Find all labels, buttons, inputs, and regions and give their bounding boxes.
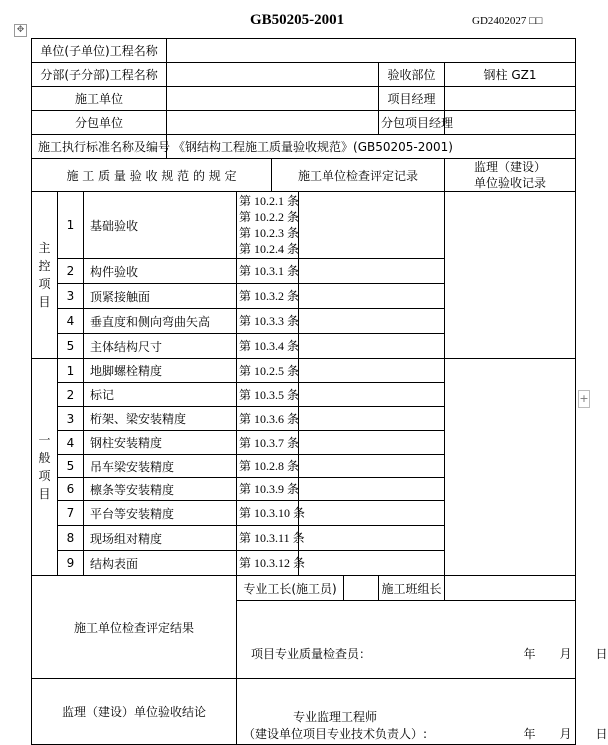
- form-code-number: GD2402027: [472, 15, 527, 27]
- inspection-form-table: [31, 38, 608, 745]
- item-no: 2: [58, 259, 84, 284]
- general-items-group-label: 一 般 项 目: [32, 359, 58, 576]
- item-no: 2: [58, 383, 84, 407]
- construction-check-cell[interactable]: [299, 551, 445, 576]
- supervision-header: [445, 159, 576, 192]
- move-handle-icon[interactable]: ✥: [14, 24, 27, 37]
- standard-value: 《钢结构工程施工质量验收规范》(GB50205-2001): [167, 135, 576, 159]
- item-name: 钢柱安装精度: [84, 431, 237, 455]
- foreman-label: 专业工长(施工员): [237, 576, 344, 601]
- construction-check-cell[interactable]: [299, 501, 445, 526]
- item-no: 4: [58, 431, 84, 455]
- item-clause: 第 10.3.11 条: [237, 526, 299, 551]
- item-clause: 第 10.3.6 条: [237, 407, 299, 431]
- construction-check-cell[interactable]: [299, 259, 445, 284]
- acceptance-part-label: 验收部位: [379, 63, 445, 87]
- team-leader-value[interactable]: [445, 576, 576, 601]
- construction-result-label: 施工单位检查评定结果: [32, 576, 237, 679]
- item-name: 檩条等安装精度: [84, 478, 237, 501]
- unit-project-value[interactable]: [167, 39, 576, 63]
- subcontract-manager-label: 分包项目经理: [379, 111, 445, 135]
- inspector-label: 项目专业质量检查员：: [251, 647, 372, 661]
- item-name: 标记: [84, 383, 237, 407]
- construction-unit-value[interactable]: [167, 87, 379, 111]
- item-no: 9: [58, 551, 84, 576]
- item-no: 6: [58, 478, 84, 501]
- item-no: 1: [58, 192, 84, 259]
- engineer-sublabel: （建设单位项目专业技术负责人）: 年 月 日: [243, 727, 608, 741]
- item-name: 结构表面: [84, 551, 237, 576]
- spec-column-header: 施 工 质 量 验 收 规 范 的 规 定: [32, 159, 272, 192]
- item-clause: 第 10.2.5 条: [237, 359, 299, 383]
- project-manager-value[interactable]: [445, 87, 576, 111]
- construction-check-header: 施工单位检查评定记录: [272, 159, 445, 192]
- item-no: 5: [58, 334, 84, 359]
- unit-project-label: 单位(子单位)工程名称: [32, 39, 167, 63]
- form-code: [472, 15, 542, 27]
- item-clause: 第 10.3.4 条: [237, 334, 299, 359]
- construction-date: 年 月 日: [523, 647, 608, 661]
- item-clause: 第 10.2.1 条 第 10.2.2 条 第 10.2.3 条 第 10.2.4 条: [237, 192, 299, 259]
- engineer-label: 专业监理工程师: [293, 710, 378, 724]
- item-name: 基础验收: [84, 192, 237, 259]
- subcontract-unit-value[interactable]: [167, 111, 379, 135]
- sub-project-value[interactable]: [167, 63, 379, 87]
- supervision-header-line2: 单位验收记录: [474, 176, 547, 190]
- construction-check-cell[interactable]: [299, 309, 445, 334]
- item-no: 3: [58, 284, 84, 309]
- add-column-icon[interactable]: +: [578, 390, 590, 408]
- item-name: 桁架、梁安装精度: [84, 407, 237, 431]
- item-name: 现场组对精度: [84, 526, 237, 551]
- item-name: 地脚螺栓精度: [84, 359, 237, 383]
- construction-check-cell[interactable]: [299, 478, 445, 501]
- engineer-signature-cell[interactable]: [237, 679, 608, 745]
- standard-label: 施工执行标准名称及编号: [32, 135, 167, 159]
- item-clause: 第 10.3.10 条: [237, 501, 299, 526]
- item-clause: 第 10.3.9 条: [237, 478, 299, 501]
- item-name: 构件验收: [84, 259, 237, 284]
- construction-check-cell[interactable]: [299, 334, 445, 359]
- sub-project-label: 分部(子分部)工程名称: [32, 63, 167, 87]
- project-manager-label: 项目经理: [379, 87, 445, 111]
- item-name: 主体结构尺寸: [84, 334, 237, 359]
- item-name: 吊车梁安装精度: [84, 455, 237, 478]
- construction-check-cell[interactable]: [299, 407, 445, 431]
- construction-check-cell[interactable]: [299, 383, 445, 407]
- item-clause: 第 10.3.7 条: [237, 431, 299, 455]
- form-code-suffix: □□: [529, 15, 543, 27]
- item-no: 3: [58, 407, 84, 431]
- inspector-signature-cell[interactable]: [237, 601, 608, 679]
- item-name: 垂直度和侧向弯曲矢高: [84, 309, 237, 334]
- subcontract-unit-label: 分包单位: [32, 111, 167, 135]
- supervision-date: 年 月 日: [523, 727, 608, 741]
- item-no: 5: [58, 455, 84, 478]
- foreman-value[interactable]: [344, 576, 379, 601]
- supervision-record-cell[interactable]: [445, 192, 576, 359]
- construction-check-cell[interactable]: [299, 359, 445, 383]
- construction-check-cell[interactable]: [299, 526, 445, 551]
- item-no: 8: [58, 526, 84, 551]
- item-no: 1: [58, 359, 84, 383]
- item-clause: 第 10.3.12 条: [237, 551, 299, 576]
- main-items-group-label: 主 控 项 目: [32, 192, 58, 359]
- acceptance-part-value[interactable]: 钢柱 GZ1: [445, 63, 576, 87]
- item-clause: 第 10.3.2 条: [237, 284, 299, 309]
- subcontract-manager-value[interactable]: [445, 111, 576, 135]
- construction-check-cell[interactable]: [299, 284, 445, 309]
- team-leader-label: 施工班组长: [379, 576, 445, 601]
- supervision-record-cell[interactable]: [445, 359, 576, 576]
- item-clause: 第 10.3.3 条: [237, 309, 299, 334]
- item-no: 4: [58, 309, 84, 334]
- construction-check-cell[interactable]: [299, 431, 445, 455]
- construction-unit-label: 施工单位: [32, 87, 167, 111]
- item-clause: 第 10.2.8 条: [237, 455, 299, 478]
- form-title: GB50205-2001: [250, 12, 345, 28]
- item-name: 顶紧接触面: [84, 284, 237, 309]
- item-clause: 第 10.3.5 条: [237, 383, 299, 407]
- item-name: 平台等安装精度: [84, 501, 237, 526]
- construction-check-cell[interactable]: [299, 455, 445, 478]
- construction-check-cell[interactable]: [299, 192, 445, 259]
- supervision-result-label: 监理（建设）单位验收结论: [32, 679, 237, 745]
- supervision-header-line1: 监理（建设）: [474, 160, 547, 174]
- item-clause: 第 10.3.1 条: [237, 259, 299, 284]
- item-no: 7: [58, 501, 84, 526]
